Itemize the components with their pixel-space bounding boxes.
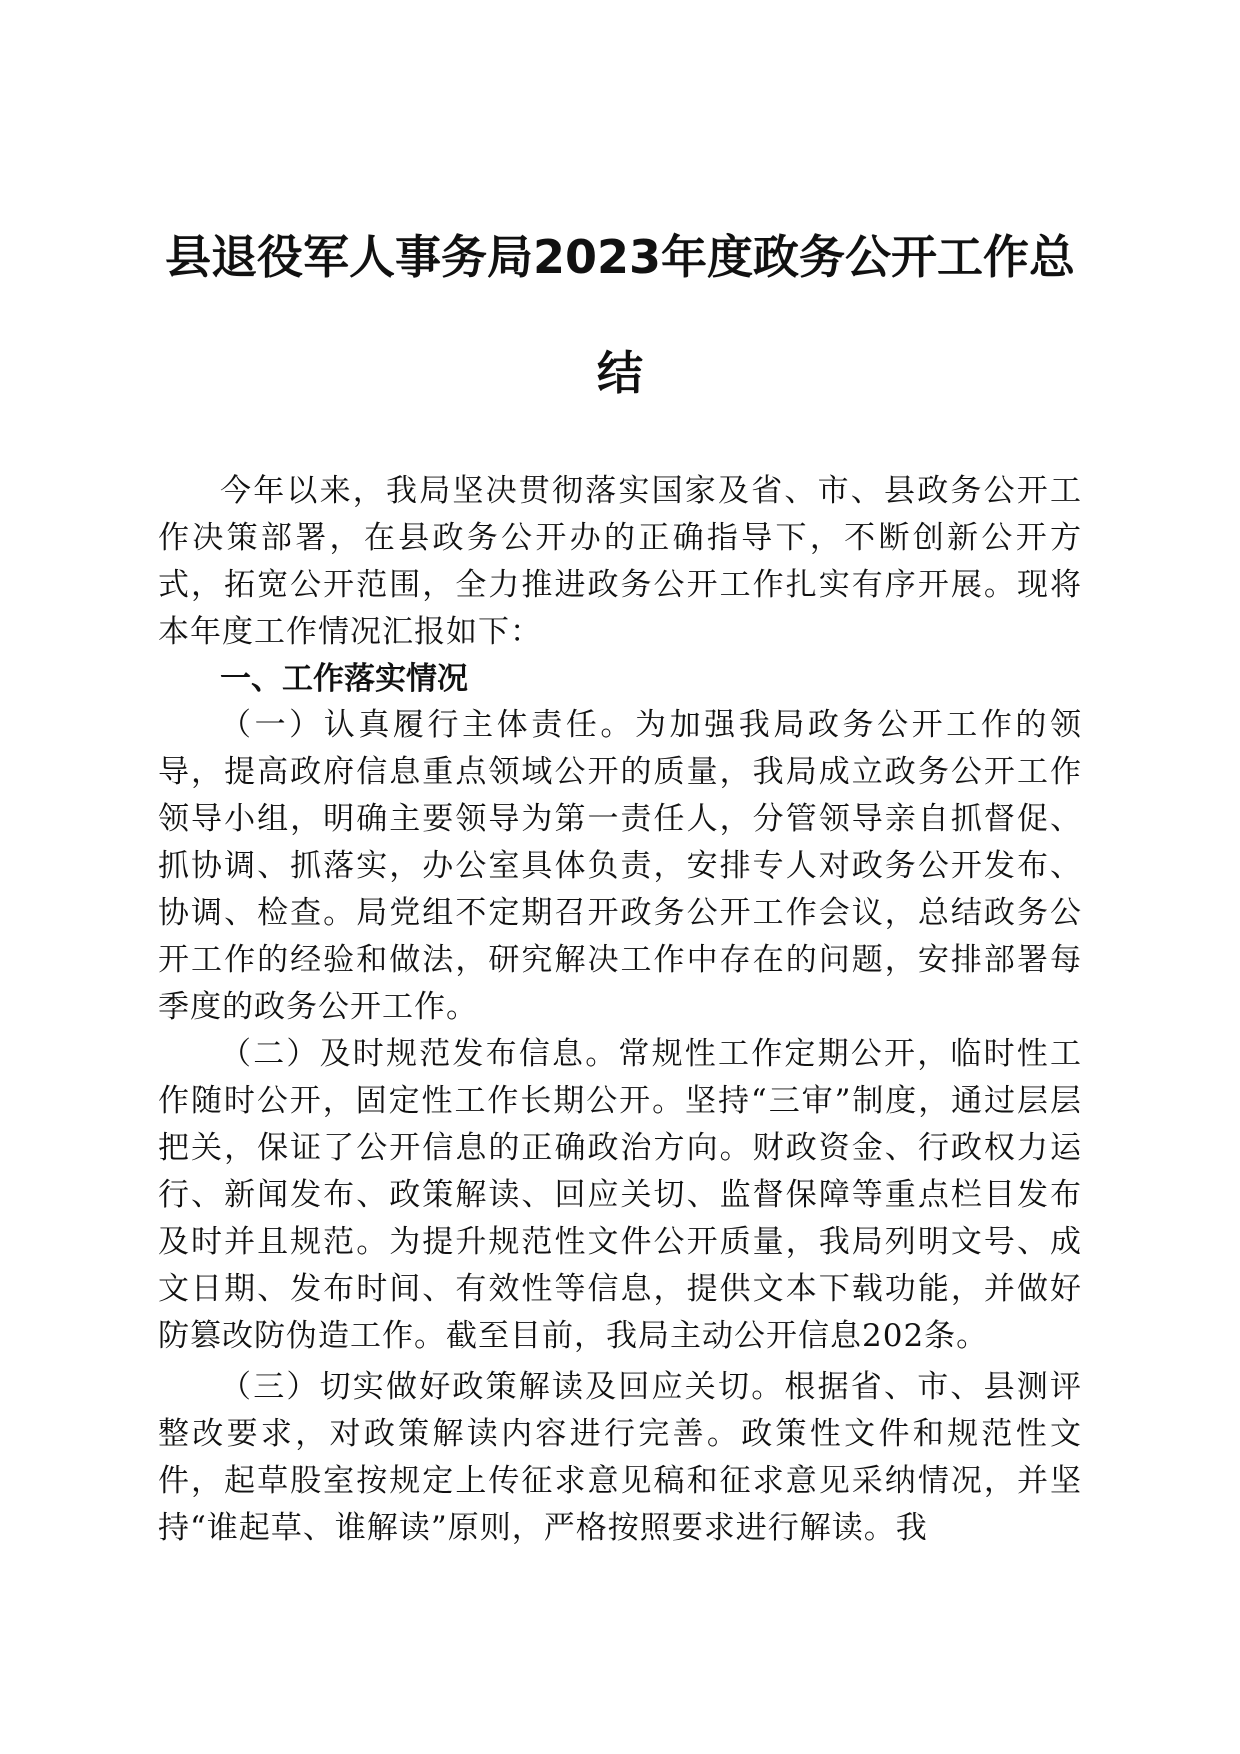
item-paragraph-1 [158,702,1082,1031]
document-title-line2: 结 [597,346,643,400]
item-title-2: （二）及时规范发布信息。 [220,1036,619,1072]
item-title-1: （一）认真履行主体责任。 [220,707,635,743]
intro-paragraph: 今年以来，我局坚决贯彻落实国家及省、市、县政务公开工作决策部署，在县政务公开办的正确指导下，不断创新公开方式，拓宽公开范围，全力推进政务公开工作扎实有序开展。现将本年度工作情况汇报如下： [158,473,1082,650]
item-title-3: （三）切实做好政策解读及回应关切。 [220,1369,785,1405]
document-body [158,468,1082,1552]
item-text-1: 为加强我局政务公开工作的领导，提高政府信息重点领域公开的质量，我局成立政务公开工作领导小组，明确主要领导为第一责任人，分管领导亲自抓督促、抓协调、抓落实，办公室具体负责，安排专人对政务公开发布、协调、检查。局党组不定期召开政务公开工作会议，总结政务公开工作的经验和做法，研究解决工作中存在的问题，安排部署每季度的政务公开工作。 [158,707,1082,1025]
section-heading-1: 一、工作落实情况 [220,661,468,697]
item-paragraph-2 [158,1031,1082,1360]
document-title-line1: 县退役军人事务局2023年度政务公开工作总 [164,230,1076,284]
item-text-3: 根据省、市、县测评整改要求，对政策解读内容进行完善。政策性文件和规范性文件，起草股室按规定上传征求意见稿和征求意见采纳情况，并坚持“谁起草、谁解读”原则，严格按照要求进行解读。我 [158,1369,1083,1546]
item-text-2: 常规性工作定期公开，临时性工作随时公开，固定性工作长期公开。坚持“三审”制度，通过层层把关，保证了公开信息的正确政治方向。财政资金、行政权力运行、新闻发布、政策解读、回应关切、监督保障等重点栏目发布及时并且规范。为提升规范性文件公开质量，我局列明文号、成文日期、发布时间、有效性等信息，提供文本下载功能，并做好防篡改防伪造工作。截至目前，我局主动公开信息202条。 [158,1036,1083,1354]
item-paragraph-3 [158,1364,1082,1552]
